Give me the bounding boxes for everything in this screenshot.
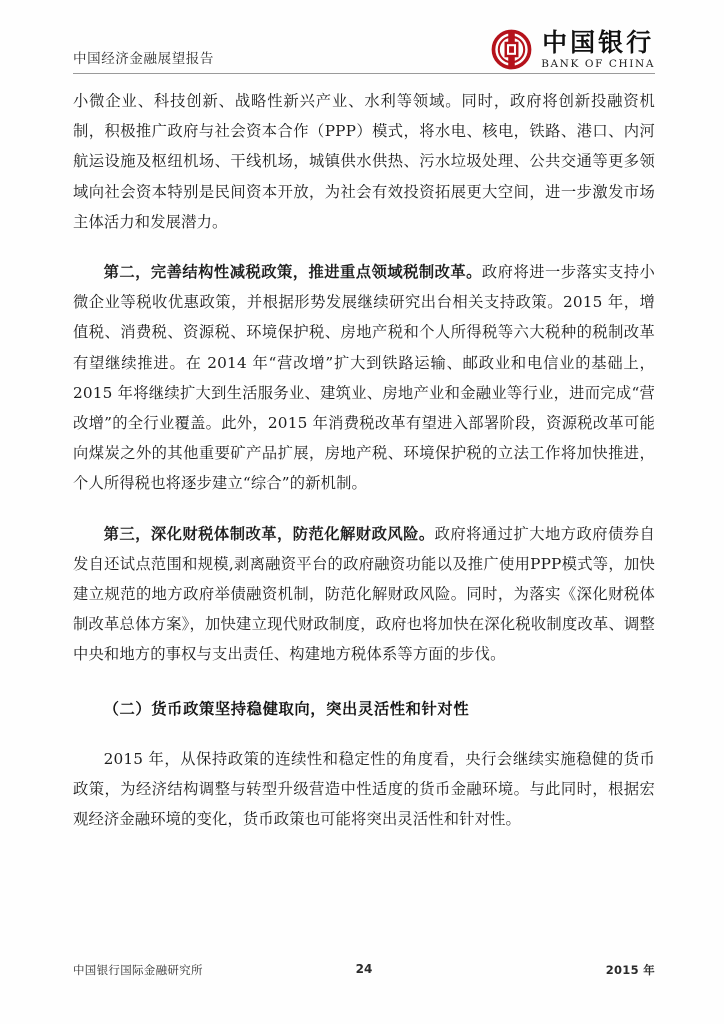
boc-name-english: BANK OF CHINA (541, 57, 655, 70)
paragraph-second-heading: 第二，完善结构性减税政策，推进重点领域税制改革。 (103, 263, 482, 282)
paragraph-second-text: 政府将进一步落实支持小微企业等税收优惠政策，并根据形势发展继续研究出台相关支持政策。2015 年，增值税、消费税、资源税、环境保护税、房地产税和个人所得税等六大税种的税制改革有望继续推进。在 2014 年“营改增”扩大到铁路运输、邮政业和电信业的基础上，2015 年将继续扩大到生活服务业、建筑业、房地产业和金融业等行业，进而完成“营改增”的全行业覆盖。此外，2015 年消费税改革有望进入部署阶段，资源税改革可能向煤炭之外的其他重要矿产品扩展，房地产税、环境保护税的立法工作将加快推进，个人所得税也将逐步建立“综合”的新机制。 (73, 263, 656, 493)
header-title: 中国经济金融展望报告 (73, 51, 214, 67)
paragraph-third-measure (73, 519, 655, 670)
footer-year: 2015 年 (605, 963, 655, 977)
bank-of-china-logo (491, 29, 655, 70)
paragraph-continuation: 小微企业、科技创新、战略性新兴产业、水利等领域。同时，政府将创新投融资机制，积极推广政府与社会资本合作（PPP）模式，将水电、核电，铁路、港口、内河航运设施及枢纽机场、干线机场，城镇供水供热、污水垃圾处理、公共交通等更多领域向社会资本特别是民间资本开放，为社会有效投资拓展更大空间，进一步激发市场主体活力和发展潜力。 (73, 92, 655, 231)
boc-wordmark (541, 27, 655, 70)
boc-name-chinese: 中国银行 (542, 27, 655, 57)
section-heading-monetary-policy: （二）货币政策坚持稳健取向，突出灵活性和针对性 (103, 699, 470, 718)
paragraph-third-text: 政府将通过扩大地方政府债券自发自还试点范围和规模,剥离融资平台的政府融资功能以及推广使用PPP模式等，加快建立规范的地方政府举债融资机制，防范化解财政风险。同时，为落实《深化财税体制改革总体方案》，加快建立现代财政制度，政府也将加快在深化税收制度改革、调整中央和地方的事权与支出责任、构建地方税体系等方面的步伐。 (73, 524, 655, 664)
footer-page-number: 24 (355, 962, 373, 976)
paragraph-third-heading: 第三，深化财税体制改革，防范化解财政风险。 (103, 524, 435, 543)
page-header (73, 22, 655, 74)
header-divider (73, 73, 655, 74)
paragraph-monetary-policy: 2015 年，从保持政策的连续性和稳定性的角度看，央行会继续实施稳健的货币政策，为经济结构调整与转型升级营造中性适度的货币金融环境。与此同时，根据宏观经济金融环境的变化，货币政策也可能将突出灵活性和针对性。 (73, 749, 655, 829)
boc-emblem-icon (491, 29, 532, 70)
document-body (73, 86, 655, 834)
paragraph-second-measure (73, 257, 655, 499)
page-footer (73, 962, 655, 980)
footer-institute-name: 中国银行国际金融研究所 (73, 963, 203, 977)
